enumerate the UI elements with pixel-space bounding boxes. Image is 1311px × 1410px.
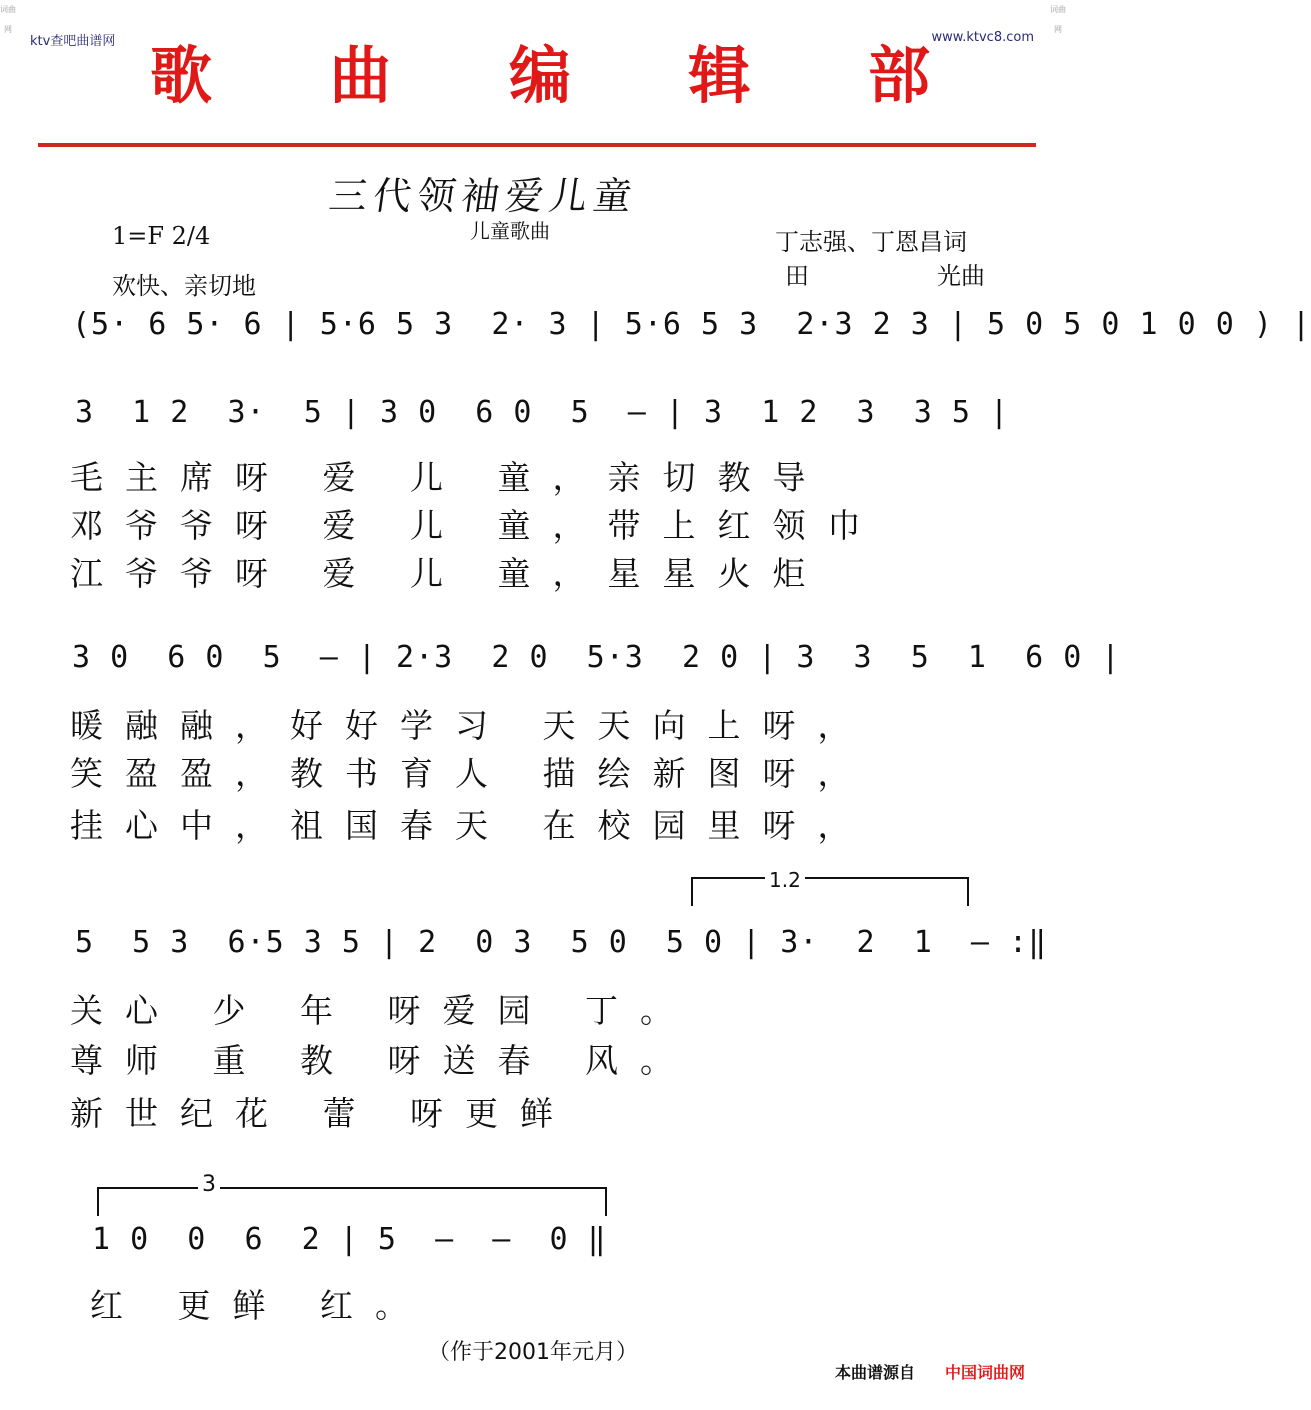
lyric-line: 江爷爷呀 爱 儿 童，星星火炬	[70, 554, 828, 593]
right-watermark-strip	[1050, 0, 1066, 1410]
key-signature: 1=F 2/4	[112, 222, 211, 250]
lyric-line: 新世纪花 蕾 呀更鲜	[70, 1094, 575, 1133]
lyric-line: 挂心中，祖国春天 在校园里呀，	[70, 806, 873, 845]
composition-date-note: （作于2001年元月）	[428, 1340, 638, 1365]
triplet-bracket	[96, 1178, 616, 1218]
triplet-label: 3	[198, 1172, 220, 1197]
lyric-line: 暖融融，好好学习 天天向上呀，	[70, 706, 873, 745]
masthead-char: 编	[508, 38, 571, 112]
lyric-line: 关心 少 年 呀爱园 丁。	[70, 991, 695, 1030]
notation-line: 3 1 2 3· 5 | 3 0 6 0 5 — | 3 1 2 3 3 5 |	[75, 395, 1010, 430]
lyric-line: 笑盈盈，教书育人 描绘新图呀，	[70, 754, 873, 793]
masthead-char: 部	[867, 38, 930, 112]
source-site-link[interactable]: 中国词曲网	[945, 1363, 1026, 1382]
header-divider	[38, 143, 1036, 147]
song-genre: 儿童歌曲	[470, 219, 550, 243]
composer-suffix: 光曲	[937, 262, 985, 290]
notation-line: 5 5 3 6·5 3 5 | 2 0 3 5 0 5 0 | 3· 2 1 — :‖	[75, 925, 1048, 960]
masthead-char: 辑	[688, 38, 751, 112]
notation-line: 3 0 6 0 5 — | 2·3 2 0 5·3 2 0 | 3 3 5 1 6 0 |	[72, 640, 1121, 675]
left-site-link[interactable]: ktv查吧曲谱网	[30, 34, 116, 49]
volta-bracket	[690, 868, 980, 908]
masthead	[150, 30, 930, 110]
lyricist-credit: 丁志强、丁恩昌词	[775, 228, 967, 256]
masthead-char: 歌	[150, 38, 213, 112]
lyric-line: 邓爷爷呀 爱 儿 童，带上红领巾	[70, 506, 883, 545]
left-watermark-strip	[0, 0, 16, 1410]
notation-line: 1 0 0 6 2 | 5 — — 0 ‖	[92, 1222, 607, 1257]
composer-credit	[785, 256, 985, 291]
masthead-char: 曲	[329, 38, 392, 112]
lyric-line: 红 更鲜 红。	[90, 1286, 430, 1325]
tempo-marking: 欢快、亲切地	[112, 272, 256, 300]
side-watermark-text: 词曲网	[1050, 5, 1066, 34]
volta-label: 1.2	[765, 868, 805, 892]
notation-intro: (5· 6 5· 6 | 5·6 5 3 2· 3 | 5·6 5 3 2·3 2 3 | 5 0 5 0 1 0 0 ) |	[72, 307, 1311, 342]
side-watermark-text: 词曲网	[0, 5, 16, 34]
composer-name: 田	[785, 262, 809, 290]
song-title: 三代领袖爱儿童	[326, 174, 641, 218]
lyric-line: 毛主席呀 爱 儿 童，亲切教导	[70, 458, 828, 497]
lyric-line: 尊师 重 教 呀送春 风。	[70, 1041, 695, 1080]
source-label: 本曲谱源自	[835, 1363, 916, 1382]
right-site-link[interactable]: www.ktvc8.com	[931, 30, 1034, 45]
